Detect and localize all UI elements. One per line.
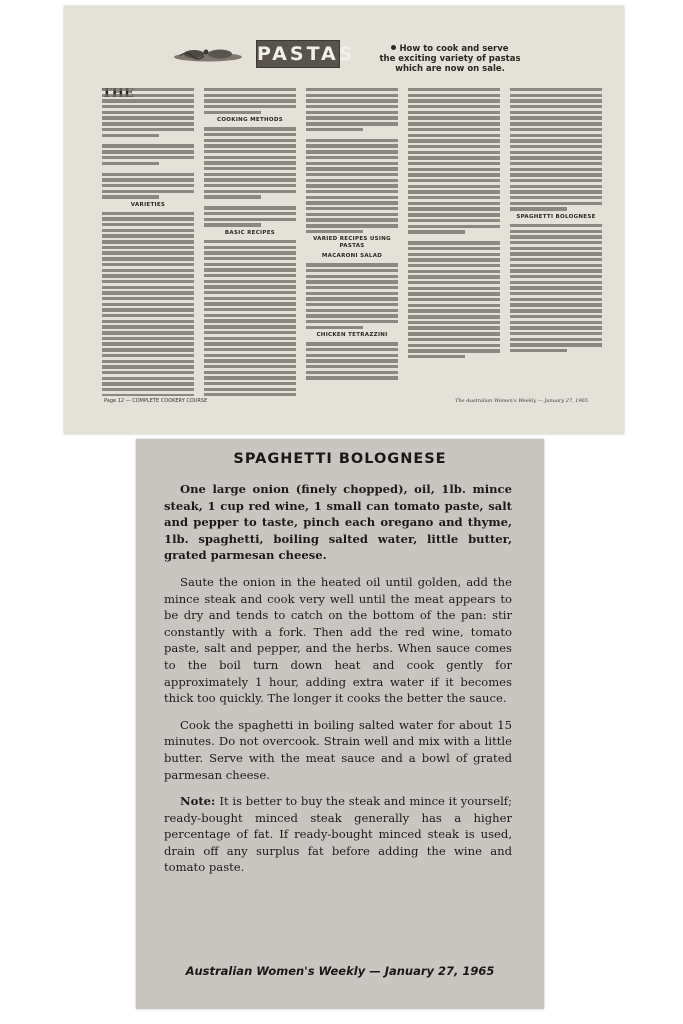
- page-subtitle: [350, 44, 550, 74]
- article-columns: [102, 88, 602, 396]
- subtitle-line-2: the exciting variety of pastas: [379, 54, 521, 64]
- pastas-banner-title: PASTAS: [257, 43, 356, 65]
- heading-spaghetti-bolognese-small: SPAGHETTI BOLOGNESE: [516, 213, 596, 220]
- heading-chicken-tetrazzini: CHICKEN TETRAZZINI: [316, 332, 388, 339]
- subtitle-line-1: How to cook and serve: [399, 44, 509, 54]
- bullet-icon: [391, 45, 396, 50]
- page-footer-right: The Australian Women's Weekly — January 27, 1965: [455, 398, 588, 404]
- recipe-credit: Australian Women's Weekly — January 27, 1965: [185, 964, 495, 978]
- article-column-2: [204, 88, 296, 396]
- recipe-note-label: Note:: [180, 794, 216, 809]
- recipe-title: SPAGHETTI BOLOGNESE: [233, 451, 447, 467]
- recipe-method-sauce: Saute the onion in the heated oil until golden, add the mince steak and cook very well until the meat appears to be dry and tends to catch on the bottom of the pan: stir constantly with a fork. Then add the red wine, tomato paste, salt and pepper, and the herbs. When sauce comes to the boil turn down heat and cook gently for approximately 1 hour, adding extra water if it becomes thick too quickly. The longer it cooks the better the sauce.: [164, 574, 512, 706]
- heading-basic-recipes: BASIC RECIPES: [224, 229, 276, 236]
- recipe-note: [164, 793, 512, 876]
- page-header: [64, 6, 624, 76]
- heading-varied-recipes: VARIED RECIPES USING PASTAS: [313, 236, 391, 250]
- page-footer-left: Page 12 — COMPLETE COOKERY COURSE: [104, 398, 208, 404]
- article-column-3: [306, 88, 398, 396]
- heading-cooking-methods: COOKING METHODS: [216, 117, 283, 124]
- recipe-method-spaghetti: Cook the spaghetti in boiling salted water for about 15 minutes. Do not overcook. Strain well and mix with a little butter. Serve with the meat sauce and a bowl of grated parmesan cheese.: [164, 717, 512, 782]
- recipe-body: [164, 481, 512, 886]
- subtitle-line-3: which are now on sale.: [395, 64, 505, 74]
- recipe-ingredients: One large onion (finely chopped), oil, 1lb. mince steak, 1 cup red wine, 1 small can tomato paste, salt and pepper to taste, pinch each oregano and thyme, 1lb. spaghetti, boiling salted water, little butter, grated parmesan cheese.: [164, 482, 512, 563]
- article-column-1: [102, 88, 194, 396]
- heading-varieties: VARIETIES: [130, 201, 166, 208]
- pasta-dish-illustration: [172, 48, 244, 62]
- recipe-clipping: [136, 439, 544, 1009]
- heading-macaroni-salad: MACARONI SALAD: [321, 253, 383, 260]
- pastas-banner: [256, 40, 356, 68]
- article-column-4: [408, 88, 500, 396]
- recipe-note-text: It is better to buy the steak and mince it yourself; ready-bought minced steak generally has a higher percentage of fat. If ready-bought minced steak is used, drain off any surplus fat before adding the wine and tomato paste.: [164, 794, 512, 875]
- article-column-5: [510, 88, 602, 396]
- newspaper-page-overview: [64, 6, 624, 434]
